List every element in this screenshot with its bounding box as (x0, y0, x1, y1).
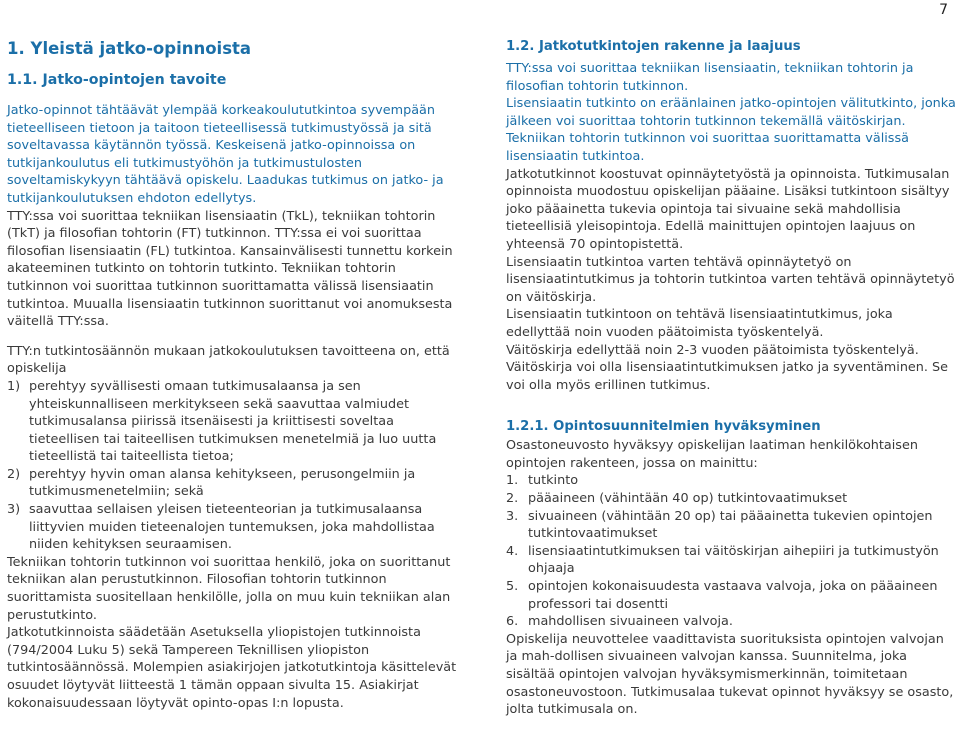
list-item (506, 543, 958, 578)
licentiate-paragraph: Lisensiaatin tutkinto on eräänlainen jatko-opintojen välitutkinto, jonka jälkeen voi suorittaa tohtorin tutkinnon tekemällä väitöskirjan. Tekniikan tohtorin tutkinnon voi suorittaa suorittamatta välissä lisensiaatin tutkintoa. (506, 96, 956, 164)
list-item-number: 3. (506, 508, 519, 524)
list-item-text: saavuttaa sellaisen yleisen tieteenteorian ja tutkimusalaansa liittyvien muiden tieteenalojen tuntemuksen, joka mahdollistaa niiden kehityksen seuraamisen. (29, 502, 435, 553)
thesis-paragraph: Lisensiaatin tutkintoa varten tehtävä opinnäytetyö on lisensiaatintutkimus ja tohtorin tutkintoa varten tehtävä opinnäytetyö on väitöskirja. (506, 254, 955, 305)
list-item-text: perehtyy syvällisesti omaan tutkimusalaansa ja sen yhteiskunnalliseen merkitykseen sekä saavuttaa valmiudet tutkimusalansa piirissä itsenäisesti ja kriittisesti soveltaa tieteellisen tai taiteellisen tutkimuksen menetelmiä ja luo uutta tieteellistä tai taiteellista tietoa; (29, 378, 437, 465)
list-item (7, 466, 459, 501)
licentiate-work-paragraph: Lisensiaatin tutkintoon on tehtävä lisensiaatintutkimus, joka edellyttää noin vuoden päätoimista työskentelyä. (506, 307, 893, 340)
list-item (506, 578, 958, 613)
eligibility-paragraph: Tekniikan tohtorin tutkinnon voi suorittaa henkilö, joka on suorittanut tekniikan alan perustutkinnon. Filosofian tohtorin tutkinnon suorittamista suositellaan henkilölle, jolla on muu kuin tekniikan alan perustutkinto. (7, 554, 451, 623)
list-item-text: lisensiaatintutkimuksen tai väitöskirjan aihepiiri ja tutkimustyön ohjaaja (528, 543, 939, 577)
negotiation-paragraph: Opiskelija neuvottelee vaadittavista suorituksista opintojen valvojan ja mah-dollisen sivuaineen valvojan kanssa. Suunnitelma, joka sisältää opintojen valvojan hyväksymismerkinnän, toimitetaan osastoneuvostoon. Tutkimusalaa tukevat opinnot hyväksyy se osasto, jolta tutkimusala on. (506, 631, 954, 718)
goals-intro-paragraph: TTY:n tutkintosäännön mukaan jatkokoulutuksen tavoitteena on, että opiskelija (7, 343, 450, 377)
list-item-text: pääaineen (vähintään 40 op) tutkintovaatimukset (528, 491, 848, 507)
list-item (7, 501, 459, 554)
list-item-number: 2) (7, 466, 21, 482)
structure-intro-paragraph: TTY:ssa voi suorittaa tekniikan lisensiaatin, tekniikan tohtorin ja filosofian tohtorin tutkinnon. (506, 61, 914, 94)
list-item-number: 4. (506, 543, 519, 559)
list-item (506, 490, 958, 508)
list-item-text: tutkinto (528, 473, 579, 489)
study-plan-intro: Osastoneuvosto hyväksyy opiskelijan laatiman henkilökohtaisen opintojen rakenteen, jossa on mainittu: (506, 438, 918, 471)
right-column (506, 38, 958, 719)
goals-list (7, 378, 459, 554)
list-item-number: 5. (506, 579, 519, 595)
composition-paragraph: Jatkotutkinnot koostuvat opinnäytetyöstä ja opinnoista. Tutkimusalan opinnoista muodostuu opiskelijan pääaine. Lisäksi tutkintoon sisältyy joko pääainetta tukevia opintoja tai sivuaine sekä mahdollisia tieteellisiä yleisopintoja. Edellä mainittujen opintojen laajuus on yhteensä 70 opintopistettä. (506, 166, 950, 252)
study-plan-list (506, 472, 958, 630)
dissertation-paragraph: Väitöskirja edellyttää noin 2-3 vuoden päätoimista työskentelyä. Väitöskirja voi olla lisensiaatintutkimuksen jatko ja syventäminen. Se voi olla myös erillinen tutkimus. (506, 342, 949, 393)
list-item-text: mahdollisen sivuaineen valvoja. (528, 614, 733, 630)
study-plan-heading: 1.2.1. Opintosuunnitelmien hyväksyminen (506, 419, 821, 435)
list-item-number: 2. (506, 491, 519, 507)
list-item-number: 1) (7, 378, 21, 394)
list-item (506, 508, 958, 543)
list-item-number: 3) (7, 502, 21, 518)
list-item (506, 472, 958, 490)
section-heading: 1. Yleistä jatko-opinnoista (7, 39, 252, 58)
left-column (7, 38, 459, 712)
degrees-paragraph: TTY:ssa voi suorittaa tekniikan lisensiaatin (TkL), tekniikan tohtorin (TkT) ja filosofian tohtorin (FT) tutkinnon. TTY:ssa ei voi suorittaa filosofian lisensiaatin (FL) tutkintoa. Kansainvälisesti tunnettu korkein akateeminen tutkinto on tohtorin tutkinto. Tekniikan tohtorin tutkinnon voi suorittaa tutkinnon suorittamatta välissä lisensiaatin tutkintoa. Muualla lisensiaatin tutkinnon suorittanut voi anomuksesta väitellä TTY:ssa. (7, 208, 453, 330)
list-item (506, 613, 958, 631)
list-item (7, 378, 459, 466)
regulations-paragraph: Jatkotutkinnoista säädetään Asetuksella yliopistojen tutkinnoista (794/2004 Luku 5) sekä Tampereen Teknillisen yliopiston tutkintosäännössä. Molempien asiakirjojen jatkotutkintoja käsittelevät osuudet löytyvät liitteestä 1 tämän oppaan sivulta 15. Asiakirjat kokonaisuudessaan löytyvät opinto-opas I:n lopusta. (7, 625, 457, 711)
list-item-number: 1. (506, 473, 519, 489)
intro-paragraph: Jatko-opinnot tähtäävät ylempää korkeakoulututkintoa syvempään tieteelliseen tietoon ja taitoon tieteellisessä tutkimustyössä ja sitä soveltavassa käytännön työssä. Keskeisenä jatko-opinnoissa on tutkijankoulutus eli tutkimustyöhön ja tutkimustulosten soveltamiskykyyn tähtäävä opiskelu. Laadukas tutkimus on jatko- ja tutkijankoulutuksen ehdoton edellytys. (7, 103, 444, 206)
page-number: 7 (939, 2, 948, 18)
structure-heading: 1.2. Jatkotutkintojen rakenne ja laajuus (506, 39, 801, 54)
list-item-text: sivuaineen (vähintään 20 op) tai pääainetta tukevien opintojen tutkintovaatimukset (528, 508, 933, 542)
list-item-number: 6. (506, 614, 519, 630)
list-item-text: perehtyy hyvin oman alansa kehitykseen, perusongelmiin ja tutkimusmenetelmiin; sekä (29, 466, 416, 500)
subsection-heading: 1.1. Jatko-opintojen tavoite (7, 72, 227, 88)
list-item-text: opintojen kokonaisuudesta vastaava valvoja, joka on pääaineen professori tai dosentti (528, 579, 938, 612)
